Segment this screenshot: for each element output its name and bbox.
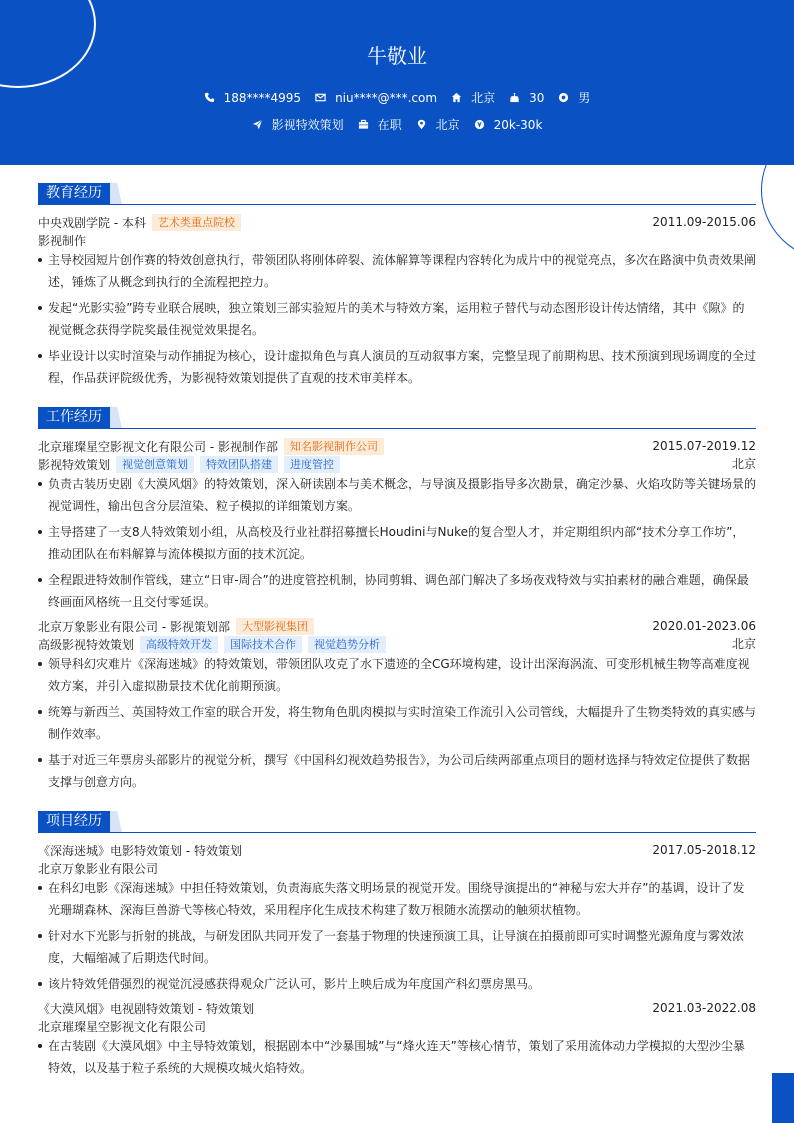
section-divider: [38, 428, 756, 429]
skill-tag: 视觉趋势分析: [308, 636, 386, 653]
target-job-item: [252, 116, 344, 133]
job-intent-row: [0, 116, 794, 133]
candidate-name: 牛敬业: [367, 44, 427, 68]
gender-icon: [558, 92, 569, 103]
skill-tag: 高级特效开发: [140, 636, 218, 653]
job-entry-header: [38, 617, 756, 635]
skill-tag: 国际技术合作: [224, 636, 302, 653]
location-pin-icon: [416, 119, 427, 130]
status-item: [358, 116, 402, 133]
list-item: 针对水下光影与折射的挑战，与研发团队共同开发了一套基于物理的快速预演工具，让导演在拍摄前即可实时调整光源角度与雾效浓度，大幅缩减了后期迭代时间。: [38, 925, 756, 969]
city-text: 北京: [471, 91, 496, 105]
major: 影视制作: [38, 233, 87, 248]
section-title: 教育经历: [38, 183, 110, 204]
project-company: 北京璀璨星空影视文化有限公司: [38, 1019, 207, 1034]
section-tab-decoration: [110, 183, 122, 204]
company-tag: 大型影视集团: [236, 618, 314, 635]
list-item: 毕业设计以实时渲染与动作捕捉为核心，设计虚拟角色与真人演员的互动叙事方案，完整呈现了前期构思、技术预演到现场调度的全过程，作品获评院级优秀，为影视特效策划提供了直观的技术审美样本。: [38, 345, 756, 389]
phone-item: [204, 89, 301, 106]
section-title: 项目经历: [38, 811, 110, 832]
age-text: 30: [529, 90, 545, 105]
section-work-header: [38, 407, 756, 429]
job-entry-header: [38, 437, 756, 455]
send-icon: [252, 119, 263, 130]
skill-tag: 视觉创意策划: [116, 456, 194, 473]
project-company-row: [38, 1017, 756, 1035]
age-item: [509, 89, 544, 106]
list-item: 全程跟进特效制作管线，建立“日审-周合”的进度管控机制，协同剪辑、调色部门解决了多场夜戏特效与实拍素材的融合难题，确保最终画面风格统一且交付零延误。: [38, 569, 756, 613]
skill-tag: 特效团队搭建: [200, 456, 278, 473]
education-bullets: [38, 249, 756, 393]
skill-tag: 进度管控: [284, 456, 340, 473]
phone-icon: [204, 92, 215, 103]
home-icon: [451, 92, 462, 103]
job-role: 影视特效策划: [38, 457, 111, 472]
list-item: 主导搭建了一支8人特效策划小组，从高校及行业社群招募擅长Houdini与Nuke的复合型人才，并定期组织内部“技术分享工作坊”，推动团队在布料解算与流体模拟方面的技术沉淀。: [38, 521, 756, 565]
list-item: 负责古装历史剧《大漠风烟》的特效策划，深入研读剧本与美术概念，与导演及摄影指导多次勘景，确定沙暴、火焰攻防等关键场景的视觉调性，输出包含分层渲染、粒子模拟的详细策划方案。: [38, 473, 756, 517]
education-date: 2011.09-2015.06: [652, 215, 756, 229]
list-item: 领导科幻灾难片《深海迷城》的特效策划，带领团队攻克了水下遗迹的全CG环境构建，设计出深海涡流、可变形机械生物等高难度视效方案，并引入虚拟勘景技术优化前期预演。: [38, 653, 756, 697]
mail-icon: [315, 92, 326, 103]
section-title: 工作经历: [38, 407, 110, 428]
project-date: 2021.03-2022.08: [652, 1001, 756, 1015]
cake-icon: [509, 92, 520, 103]
job-date: 2020.01-2023.06: [652, 619, 756, 633]
project-entry-header: [38, 999, 756, 1017]
status-text: 在职: [377, 118, 402, 132]
gender-item: [558, 89, 590, 106]
briefcase-icon: [358, 119, 369, 130]
education-major-row: [38, 231, 756, 249]
section-divider: [38, 204, 756, 205]
decorative-corner-bar: [772, 1073, 794, 1123]
project-bullets: [38, 877, 756, 999]
list-item: 主导校园短片创作赛的特效创意执行，带领团队将刚体碎裂、流体解算等课程内容转化为成片中的视觉亮点，多次在路演中负责效果阐述，锤炼了从概念到执行的全流程把控力。: [38, 249, 756, 293]
section-tab-decoration: [110, 407, 122, 428]
section-education-header: [38, 183, 756, 205]
job-city: 北京: [731, 637, 756, 651]
contact-row: [0, 89, 794, 106]
company-tag: 知名影视制作公司: [284, 438, 384, 455]
school-tag: 艺术类重点院校: [152, 214, 241, 231]
project-name: 《大漠风烟》电视剧特效策划 - 特效策划: [38, 1001, 254, 1016]
list-item: 发起“光影实验”跨专业联合展映，独立策划三部实验短片的美术与特效方案，运用粒子替代与动态图形设计传达情绪，其中《隙》的视觉概念获得学院奖最佳视觉效果提名。: [38, 297, 756, 341]
section-projects-header: [38, 811, 756, 833]
project-name: 《深海迷城》电影特效策划 - 特效策划: [38, 843, 242, 858]
project-company-row: [38, 859, 756, 877]
list-item: 该片特效凭借强烈的视觉沉浸感获得观众广泛认可，影片上映后成为年度国产科幻票房黑马。: [38, 973, 756, 995]
school-name: 中央戏剧学院 - 本科: [38, 215, 146, 230]
education-entry-header: [38, 213, 756, 231]
salary-item: [474, 116, 543, 133]
email-text: niu****@***.com: [335, 90, 438, 105]
salary-text: 20k-30k: [493, 117, 543, 132]
job-city: 北京: [731, 457, 756, 471]
job-role: 高级影视特效策划: [38, 637, 135, 652]
list-item: 在古装剧《大漠风烟》中主导特效策划，根据剧本中“沙暴围城”与“烽火连天”等核心情节，策划了采用流体动力学模拟的大型沙尘暴特效，以及基于粒子系统的大规模攻城火焰特效。: [38, 1035, 756, 1079]
city-item: [451, 89, 495, 106]
project-date: 2017.05-2018.12: [652, 843, 756, 857]
job-date: 2015.07-2019.12: [652, 439, 756, 453]
job-role-row: [38, 635, 756, 653]
list-item: 在科幻电影《深海迷城》中担任特效策划，负责海底失落文明场景的视觉开发。围绕导演提出的“神秘与宏大并存”的基调，设计了发光珊瑚森林、深海巨兽游弋等核心特效，采用程序化生成技术构建了数万根随水流摆动的触须状植物。: [38, 877, 756, 921]
list-item: 基于对近三年票房头部影片的视觉分析，撰写《中国科幻视效趋势报告》，为公司后续两部重点项目的题材选择与特效定位提供了数据支撑与创意方向。: [38, 749, 756, 793]
project-company: 北京万象影业有限公司: [38, 861, 159, 876]
phone-text: 188****4995: [223, 90, 302, 105]
company-name: 北京万象影业有限公司 - 影视策划部: [38, 619, 230, 634]
money-icon: [474, 119, 485, 130]
company-name: 北京璀璨星空影视文化有限公司 - 影视制作部: [38, 439, 278, 454]
job-bullets: [38, 473, 756, 617]
resume-header: [0, 0, 794, 165]
job-bullets: [38, 653, 756, 797]
project-bullets: [38, 1035, 756, 1083]
job-role-row: [38, 455, 756, 473]
target-job-text: 影视特效策划: [271, 118, 344, 132]
project-entry-header: [38, 841, 756, 859]
section-tab-decoration: [110, 811, 122, 832]
gender-text: 男: [578, 91, 591, 105]
target-city-text: 北京: [435, 118, 460, 132]
list-item: 统筹与新西兰、英国特效工作室的联合开发，将生物角色肌肉模拟与实时渲染工作流引入公司管线，大幅提升了生物类特效的真实感与制作效率。: [38, 701, 756, 745]
target-city-item: [416, 116, 460, 133]
section-divider: [38, 832, 756, 833]
email-item: [315, 89, 437, 106]
